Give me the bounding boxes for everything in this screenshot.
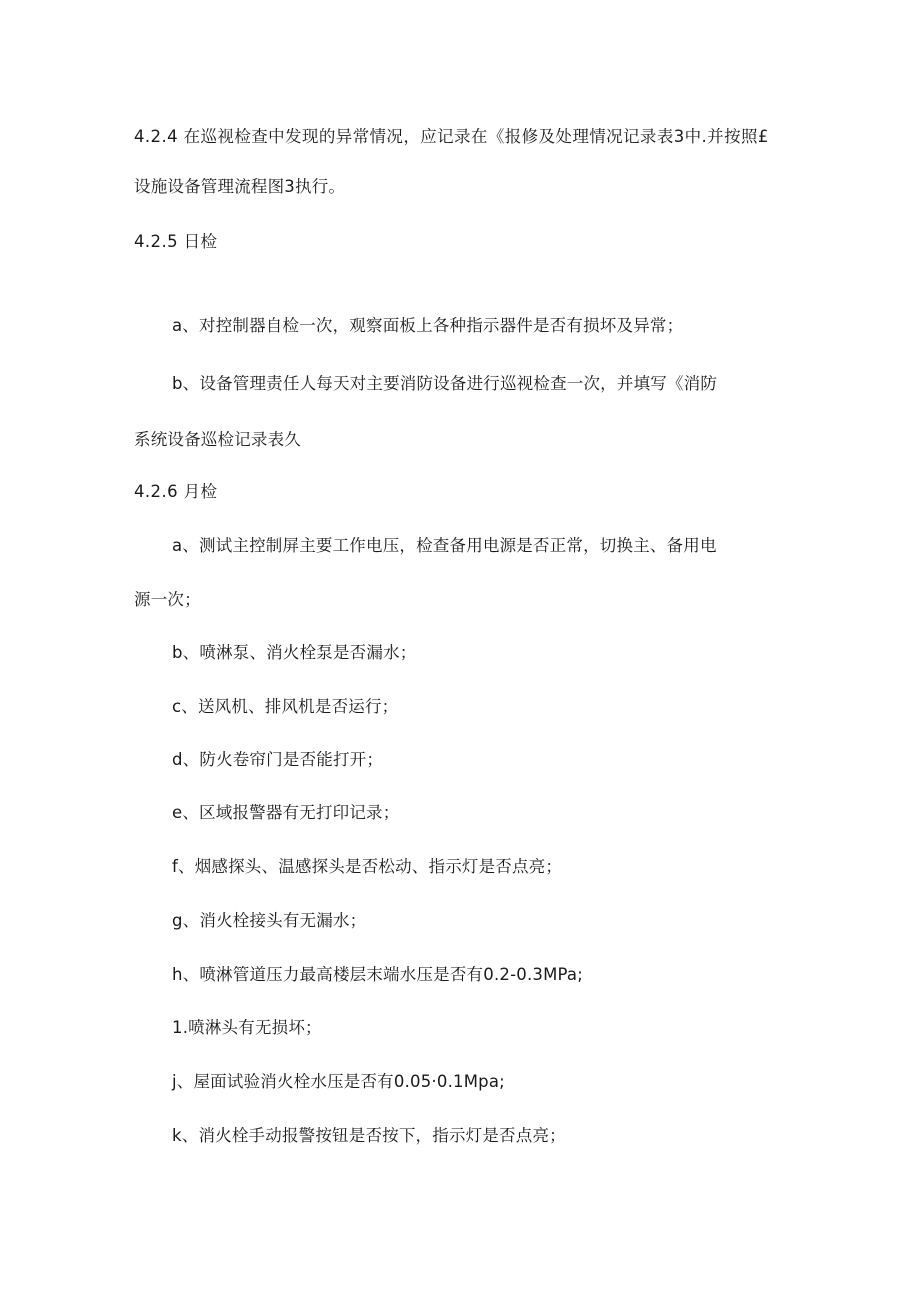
daily-item-b-line-1: b、设备管理责任人每天对主要消防设备进行巡视检查一次，并填写《消防	[172, 374, 718, 393]
daily-item-a: a、对控制器自检一次，观察面板上各种指示器件是否有损坏及异常；	[172, 316, 684, 335]
monthly-item-k: k、消火栓手动报警按钮是否按下，指示灯是否点亮；	[172, 1126, 566, 1145]
monthly-item-c: c、送风机、排风机是否运行；	[172, 697, 399, 716]
section-4-2-5-heading: 4.2.5 日检	[134, 232, 218, 251]
monthly-item-f: f、烟感探头、温感探头是否松动、指示灯是否点亮；	[172, 857, 563, 876]
monthly-item-e: e、区域报警器有无打印记录；	[172, 803, 400, 822]
daily-item-b-line-2: 系统设备巡检记录表久	[134, 430, 301, 449]
monthly-item-a-line-1: a、测试主控制屏主要工作电压，检查备用电源是否正常，切换主、备用电	[172, 536, 717, 555]
section-4-2-6-heading: 4.2.6 月检	[134, 482, 218, 501]
monthly-item-g: g、消火栓接头有无漏水；	[172, 911, 367, 930]
section-4-2-4-line-1: 4.2.4 在巡视检查中发现的异常情况，应记录在《报修及处理情况记录表3中.并按照£	[134, 127, 769, 146]
monthly-item-i: 1.喷淋头有无损坏；	[172, 1018, 322, 1037]
section-4-2-4-line-2: 设施设备管理流程图3执行。	[134, 177, 346, 196]
monthly-item-d: d、防火卷帘门是否能打开；	[172, 750, 384, 769]
monthly-item-h: h、喷淋管道压力最高楼层末端水压是否有0.2-0.3MPa;	[172, 965, 584, 984]
monthly-item-a-line-2: 源一次；	[134, 590, 201, 609]
monthly-item-b: b、喷淋泵、消火栓泵是否漏水；	[172, 643, 417, 662]
monthly-item-j: j、屋面试验消火栓水压是否有0.05·0.1Mpa;	[172, 1072, 505, 1091]
